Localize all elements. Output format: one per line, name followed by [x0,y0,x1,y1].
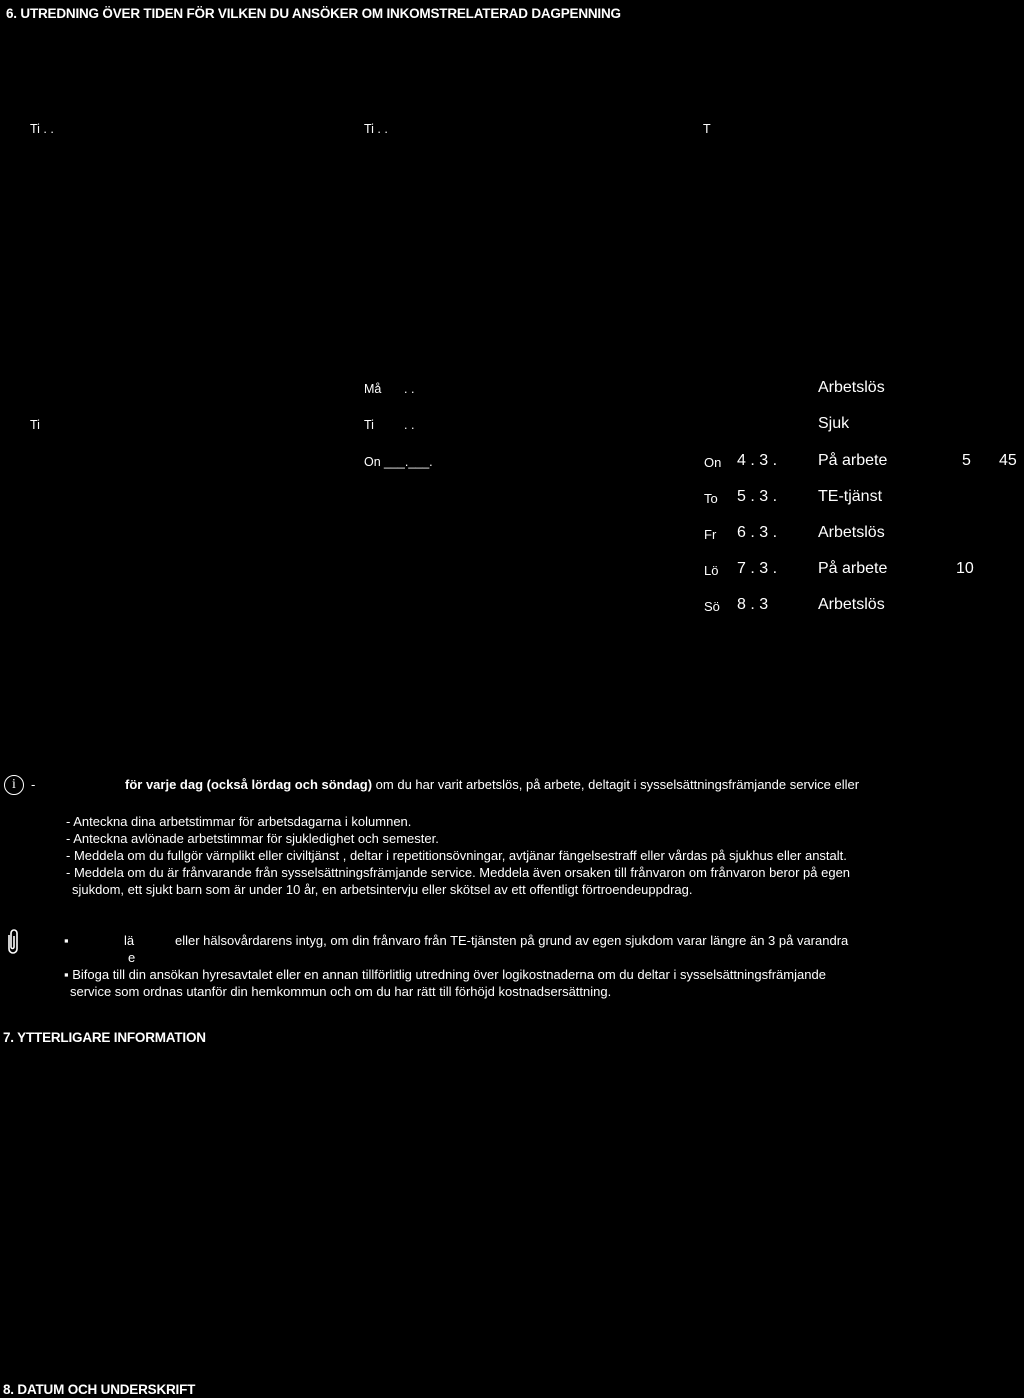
attach-line-3: service som ordnas utanför din hemkommun och om du har rätt till förhöjd kostnadsersättning. [70,984,612,999]
mid-day-label: On [364,455,381,469]
row-status: TE-tjänst [818,488,883,505]
attach-fragment-e: e [128,950,136,965]
row-status: På arbete [818,560,888,577]
info-bullet: - Anteckna dina arbetstimmar för arbetsdagarna i kolumnen. [66,814,412,829]
row-day: To [704,491,718,506]
info-bullet: - Meddela om du fullgör värnplikt eller civiltjänst , deltar i repetitionsövningar, avtjänar fängelsestraff eller vårdas på sjukhus eller anstalt. [66,848,847,863]
row-status: På arbete [818,452,888,469]
info-bullet: - Meddela om du är frånvarande från sysselsättningsfrämjande service. Meddela även orsaken till frånvaron om frånvaron beror på egen [66,865,851,880]
top-fragment-a: Ti . . [30,122,54,136]
info-dash: - [31,777,36,792]
section-7-heading: 7. YTTERLIGARE INFORMATION [3,1030,206,1045]
status-arbetslos: Arbetslös [818,379,885,396]
info-bullet: - Anteckna avlönade arbetstimmar för sjukledighet och semester. [66,831,439,846]
row-date: 4 . 3 . [737,452,778,469]
attach-line-2: ▪ Bifoga till din ansökan hyresavtalet eller en annan tillförlitlig utredning över logikostnaderna om du deltar i sysselsättningsfrämjande [64,967,826,982]
row-day: Lö [704,563,719,578]
week-left-ti: Ti [30,418,40,432]
attach-fragment: lä [124,933,135,948]
row-date: 8 . 3 [737,596,769,613]
info-icon: i [4,775,24,795]
info-line-1-rest: om du har varit arbetslös, på arbete, deltagit i sysselsättningsfrämjande service eller [372,777,860,792]
section-6-heading: 6. UTREDNING ÖVER TIDEN FÖR VILKEN DU ANSÖKER OM INKOMSTRELATERAD DAGPENNING [6,6,621,21]
mid-day-label: Ti [364,418,374,432]
row-hours: 10 [956,560,974,577]
mid-day-label: Må [364,382,382,396]
mid-day-dots: ___.___. [384,455,433,469]
status-sjuk: Sjuk [818,415,850,432]
row-status: Arbetslös [818,524,885,541]
row-date: 5 . 3 . [737,488,778,505]
mid-day-dots: . . [404,382,415,396]
row-day: Sö [704,599,720,614]
info-bullet: sjukdom, ett sjukt barn som är under 10 år, en arbetsintervju eller skötsel av ett offentligt förtroendeuppdrag. [72,882,693,897]
row-minutes: 45 [999,452,1017,469]
top-fragment-b: Ti . . [364,122,388,136]
row-day: Fr [704,527,717,542]
info-line-1 [125,776,859,793]
attach-bullet-1: ▪ [64,933,69,948]
row-day: On [704,455,722,470]
section-8-heading: 8. DATUM OCH UNDERSKRIFT [3,1382,196,1397]
row-date: 6 . 3 . [737,524,778,541]
paperclip-icon [5,929,21,955]
row-hours: 5 [962,452,971,469]
row-date: 7 . 3 . [737,560,778,577]
mid-day-dots: . . [404,418,415,432]
info-line-1-bold: för varje dag (också lördag och söndag) [125,777,373,792]
top-fragment-c: T [703,122,711,136]
attach-line-1: eller hälsovårdarens intyg, om din frånvaro från TE-tjänsten på grund av egen sjukdom varar längre än 3 på varandra [175,933,849,948]
row-status: Arbetslös [818,596,885,613]
